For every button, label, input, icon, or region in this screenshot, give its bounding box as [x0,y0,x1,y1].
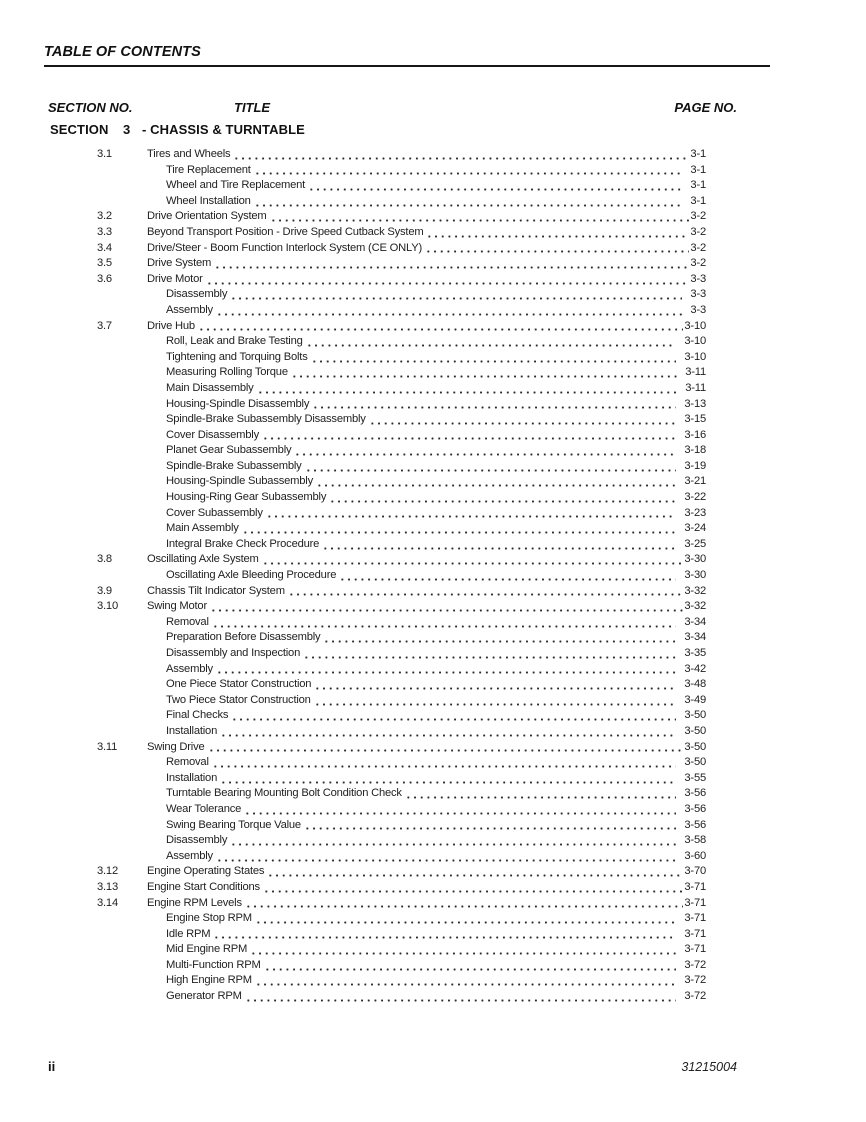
dot-leader [314,677,676,693]
toc-row [97,584,706,600]
toc-row [97,334,706,350]
toc-entry-title: Integral Brake Check Procedure [166,537,320,550]
page-title: TABLE OF CONTENTS [44,44,201,60]
toc-page-number: 3-10 [684,350,706,363]
toc-page-number: 3-50 [684,756,706,769]
dot-leader [231,708,676,724]
toc-page-number: 3-71 [684,896,706,909]
toc-entry-title: Swing Motor [147,600,207,613]
dot-leader [254,163,683,179]
toc-row [97,147,706,163]
toc-page-number: 3-3 [690,303,706,316]
toc-entry-title: Tire Replacement [166,163,251,176]
toc-entry-title: Installation [166,771,218,784]
toc-entry-title: Roll, Leak and Brake Testing [166,335,303,348]
dot-leader [425,241,689,257]
toc-entry-title: Tires and Wheels [147,148,231,160]
toc-row [97,163,706,179]
toc-page-number: 3-10 [684,319,706,332]
dot-leader [322,537,676,553]
toc-page-number: 3-72 [684,990,706,1003]
toc-entry-title: Wear Tolerance [166,802,242,815]
toc-page-number: 3-30 [684,569,706,582]
dot-leader [255,911,676,927]
toc-page-number: 3-72 [684,958,706,971]
column-header-section-no: SECTION NO. [48,100,133,115]
dot-leader [426,225,689,241]
dot-leader [288,584,684,600]
toc-section-number: 3.2 [97,210,112,223]
toc-page-number: 3-11 [685,366,706,379]
toc-page-number: 3-55 [684,771,706,784]
dot-leader [208,740,684,756]
toc-row [97,989,706,1005]
toc-row [97,225,706,241]
toc-entry-title: Chassis Tilt Indicator System [147,584,285,597]
toc-entry-title: Cover Disassembly [166,428,259,441]
toc-row [97,880,706,896]
dot-leader [220,724,676,740]
toc-row [97,927,706,943]
toc-page-number: 3-50 [684,740,706,753]
toc-row [97,896,706,912]
toc-page-number: 3-3 [690,272,706,285]
toc-page-number: 3-22 [684,491,706,504]
dot-leader [230,287,682,303]
dot-leader [369,412,677,428]
toc-entry-title: Beyond Transport Position - Drive Speed Cutback System [147,225,424,238]
toc-page-number: 3-19 [684,459,706,472]
toc-row [97,911,706,927]
toc-row [97,256,706,272]
toc-row [97,849,706,865]
toc-entry-title: Drive Hub [147,319,195,332]
column-header-page-no: PAGE NO. [674,100,737,115]
section-heading-title: - CHASSIS & TURNTABLE [142,122,305,137]
toc-page-number: 3-1 [690,179,706,192]
toc-row [97,786,706,802]
toc-page-number: 3-13 [684,397,706,410]
dot-leader [213,927,676,943]
toc-row [97,365,706,381]
dot-leader [230,833,676,849]
toc-row [97,287,706,303]
toc-page-number: 3-32 [684,600,706,613]
toc-row [97,194,706,210]
toc-row [97,662,706,678]
toc-row [97,646,706,662]
toc-page-number: 3-56 [684,818,706,831]
toc-section-number: 3.13 [97,880,118,893]
column-header-title: TITLE [234,100,271,115]
dot-leader [220,771,676,787]
toc-section-number: 3.3 [97,225,112,238]
toc-page-number: 3-2 [690,241,706,254]
section-heading [0,122,866,138]
toc-row [97,303,706,319]
dot-leader [311,350,677,366]
toc-page-number: 3-3 [690,288,706,301]
toc-entry-title: Planet Gear Subassembly [166,444,292,457]
dot-leader [263,880,683,896]
toc-entry-title: Drive/Steer - Boom Function Interlock System (CE ONLY) [147,241,422,254]
toc-page-number: 3-10 [684,335,706,348]
dot-leader [294,443,676,459]
toc-entry-title: Tightening and Torquing Bolts [166,350,308,363]
toc-row [97,241,706,257]
toc-section-number: 3.9 [97,584,112,597]
toc-row [97,459,706,475]
toc-page-number: 3-30 [684,553,706,566]
toc-section-number: 3.12 [97,865,118,878]
toc-page-number: 3-2 [690,225,706,238]
dot-leader [257,381,678,397]
dot-leader [245,989,677,1005]
toc-section-number: 3.5 [97,257,112,270]
toc-page-number: 3-1 [690,148,706,160]
toc-entry-title: Wheel and Tire Replacement [166,179,306,192]
toc-page-number: 3-56 [684,787,706,800]
toc-entry-title: Two Piece Stator Construction [166,693,311,706]
toc-entry-title: Generator RPM [166,990,242,1003]
dot-leader [255,973,676,989]
toc-row [97,755,706,771]
toc-row [97,693,706,709]
dot-leader [242,521,677,537]
toc-entry-title: Multi-Function RPM [166,958,261,971]
toc-page-number: 3-42 [684,662,706,675]
toc-page-number: 3-71 [684,880,706,893]
section-heading-label: SECTION [50,122,109,137]
toc-page-number: 3-71 [684,943,706,956]
toc-row [97,552,706,568]
toc-entry-title: Main Assembly [166,522,239,535]
section-heading-number: 3 [123,122,131,137]
toc-entry-title: Wheel Installation [166,194,251,207]
toc-row [97,630,706,646]
dot-leader [244,802,676,818]
dot-leader [216,303,683,319]
dot-leader [262,428,676,444]
dot-leader [198,319,683,335]
toc-entry-title: Assembly [166,662,213,675]
toc-entry-title: Disassembly [166,288,228,301]
toc-row [97,537,706,553]
toc-entry-title: Oscillating Axle System [147,553,259,566]
toc-page-number: 3-60 [684,849,706,862]
toc-row [97,818,706,834]
toc-section-number: 3.8 [97,553,112,566]
toc-list [97,147,706,1005]
dot-leader [206,272,690,288]
toc-section-number: 3.11 [97,740,118,753]
toc-row [97,381,706,397]
toc-row [97,708,706,724]
dot-leader [306,334,677,350]
toc-entry-title: Main Disassembly [166,381,254,394]
toc-entry-title: Engine RPM Levels [147,896,242,909]
toc-entry-title: Spindle-Brake Subassembly Disassembly [166,413,366,426]
toc-page-number: 3-50 [684,709,706,722]
toc-page-number: 3-1 [690,194,706,207]
dot-leader [270,209,690,225]
toc-page-number: 3-1 [690,163,706,176]
toc-page-number: 3-56 [684,802,706,815]
toc-row [97,973,706,989]
toc-row [97,178,706,194]
toc-row [97,443,706,459]
toc-section-number: 3.14 [97,896,118,909]
dot-leader [267,864,683,880]
toc-row [97,615,706,631]
toc-entry-title: One Piece Stator Construction [166,678,312,691]
toc-entry-title: High Engine RPM [166,974,252,987]
toc-row [97,740,706,756]
toc-row [97,521,706,537]
toc-entry-title: Engine Stop RPM [166,912,252,925]
toc-entry-title: Spindle-Brake Subassembly [166,459,302,472]
dot-leader [305,459,677,475]
dot-leader [405,786,677,802]
dot-leader [303,646,676,662]
toc-page-number: 3-71 [684,927,706,940]
dot-leader [216,662,677,678]
toc-entry-title: Preparation Before Disassembly [166,631,321,644]
header-rule [44,65,770,67]
dot-leader [323,630,676,646]
toc-section-number: 3.1 [97,148,112,160]
toc-page-number: 3-24 [684,522,706,535]
toc-page-number: 3-34 [684,615,706,628]
toc-entry-title: Disassembly [166,834,228,847]
toc-page-number: 3-18 [684,444,706,457]
dot-leader [250,942,676,958]
toc-row [97,568,706,584]
toc-page-number: 3-70 [684,865,706,878]
dot-leader [254,194,683,210]
dot-leader [210,599,683,615]
toc-entry-title: Assembly [166,303,213,316]
toc-row [97,864,706,880]
toc-row [97,677,706,693]
toc-entry-title: Drive Motor [147,272,203,285]
toc-page-number: 3-32 [684,584,706,597]
footer-page-number: ii [48,1059,56,1074]
toc-entry-title: Cover Subassembly [166,506,263,519]
toc-section-number: 3.10 [97,600,118,613]
toc-row [97,428,706,444]
dot-leader [245,896,684,912]
toc-entry-title: Swing Bearing Torque Value [166,818,301,831]
toc-entry-title: Assembly [166,849,213,862]
toc-section-number: 3.7 [97,319,112,332]
dot-leader [262,552,684,568]
toc-entry-title: Disassembly and Inspection [166,647,301,659]
toc-entry-title: Removal [166,615,209,628]
toc-entry-title: Engine Start Conditions [147,880,260,893]
toc-row [97,474,706,490]
toc-row [97,412,706,428]
toc-entry-title: Oscillating Axle Bleeding Procedure [166,569,337,582]
dot-leader [308,178,682,194]
column-headers [0,100,866,116]
dot-leader [316,474,676,490]
dot-leader [266,506,677,522]
toc-page-number: 3-72 [684,974,706,987]
toc-entry-title: Engine Operating States [147,865,265,878]
toc-row [97,209,706,225]
toc-entry-title: Swing Drive [147,740,205,753]
toc-page-number: 3-25 [684,537,706,550]
toc-section-number: 3.6 [97,272,112,285]
toc-entry-title: Housing-Spindle Subassembly [166,475,313,488]
toc-row [97,350,706,366]
toc-page-number: 3-50 [684,724,706,737]
toc-page-number: 3-15 [684,413,706,426]
toc-entry-title: Turntable Bearing Mounting Bolt Condition Check [166,787,402,800]
toc-row [97,599,706,615]
toc-row [97,958,706,974]
toc-page-number: 3-21 [684,475,706,488]
toc-entry-title: Idle RPM [166,927,211,940]
toc-section-number: 3.4 [97,241,112,254]
toc-page-number: 3-35 [684,647,706,659]
toc-page-number: 3-49 [684,693,706,706]
toc-entry-title: Housing-Ring Gear Subassembly [166,491,327,504]
toc-row [97,272,706,288]
toc-row [97,724,706,740]
dot-leader [339,568,676,584]
toc-entry-title: Removal [166,756,209,769]
toc-row [97,397,706,413]
dot-leader [214,256,689,272]
toc-page-number: 3-2 [690,257,706,270]
toc-row [97,319,706,335]
toc-page-number: 3-16 [684,428,706,441]
toc-page-number: 3-71 [684,912,706,925]
toc-entry-title: Drive Orientation System [147,210,267,223]
dot-leader [312,397,676,413]
toc-entry-title: Drive System [147,257,212,270]
toc-page-number: 3-58 [684,834,706,847]
toc-page-number: 3-2 [690,210,706,223]
dot-leader [291,365,677,381]
toc-entry-title: Measuring Rolling Torque [166,366,288,379]
toc-row [97,506,706,522]
toc-entry-title: Final Checks [166,709,229,722]
toc-row [97,802,706,818]
dot-leader [216,849,677,865]
dot-leader [329,490,676,506]
toc-page-number: 3-34 [684,631,706,644]
dot-leader [264,958,677,974]
toc-entry-title: Installation [166,724,218,737]
toc-row [97,771,706,787]
toc-entry-title: Mid Engine RPM [166,943,248,956]
dot-leader [212,615,677,631]
toc-row [97,833,706,849]
dot-leader [314,693,677,709]
dot-leader [233,147,689,163]
dot-leader [304,818,676,834]
footer-document-number: 31215004 [681,1060,737,1074]
toc-page-number: 3-23 [684,506,706,519]
toc-row [97,490,706,506]
toc-entry-title: Housing-Spindle Disassembly [166,397,310,410]
toc-row [97,942,706,958]
toc-page-number: 3-48 [684,678,706,691]
toc-page-number: 3-11 [685,381,706,394]
dot-leader [212,755,677,771]
